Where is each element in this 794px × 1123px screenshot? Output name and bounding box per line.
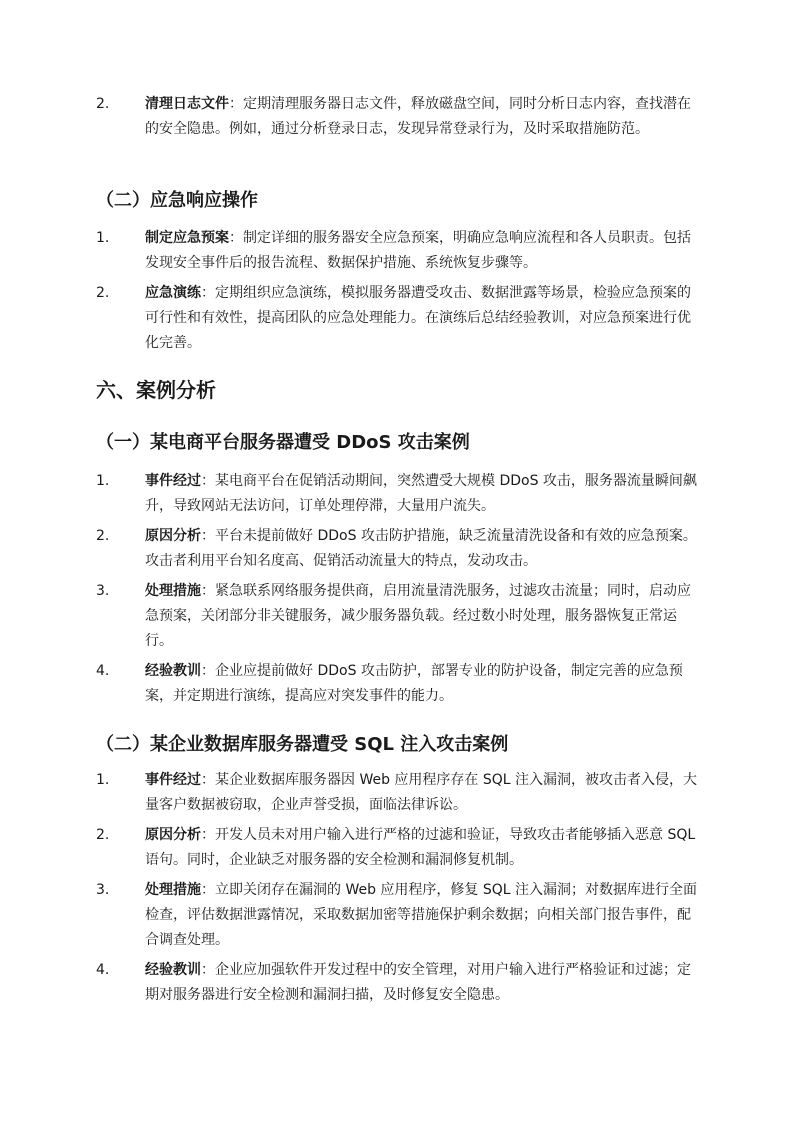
label-separator: ： [201, 528, 215, 544]
label-separator: ： [201, 663, 215, 679]
list-number: 2. [96, 285, 110, 301]
list-item-text [145, 768, 703, 818]
list-item-label: 制定应急预案 [145, 230, 229, 246]
label-separator: ： [229, 230, 243, 246]
list-item-body: 某电商平台在促销活动期间，突然遭受大规模 DDoS 攻击，服务器流量瞬间飙升，导致网站无法访问，订单处理停滞，大量用户流失。 [145, 473, 697, 514]
label-separator: ： [201, 583, 215, 599]
list-item-text [145, 524, 703, 574]
list-item-label: 处理措施 [145, 882, 201, 898]
list-number: 4. [96, 962, 110, 978]
section-heading-sql-injection-case: （二）某企业数据库服务器遭受 SQL 注入攻击案例 [96, 734, 509, 755]
list-item-text [145, 92, 703, 142]
list-item-body: 某企业数据库服务器因 Web 应用程序存在 SQL 注入漏洞，被攻击者入侵，大量客户数据被窃取，企业声誉受损，面临法律诉讼。 [145, 772, 698, 813]
list-item-label: 原因分析 [145, 827, 201, 843]
list-number: 3. [96, 583, 110, 599]
list-item-body: 制定详细的服务器安全应急预案，明确应急响应流程和各人员职责。包括发现安全事件后的报告流程、数据保护措施、系统恢复步骤等。 [145, 230, 691, 271]
list-item-text [145, 469, 703, 519]
list-item-label: 清理日志文件 [145, 96, 229, 112]
list-item-label: 原因分析 [145, 528, 201, 544]
chapter-heading-case-analysis: 六、案例分析 [96, 378, 216, 402]
list-item-body: 平台未提前做好 DDoS 攻击防护措施，缺乏流量清洗设备和有效的应急预案。攻击者利用平台知名度高、促销活动流量大的特点，发动攻击。 [145, 528, 697, 569]
list-number: 1. [96, 230, 110, 246]
list-item-body: 开发人员未对用户输入进行严格的过滤和验证，导致攻击者能够插入恶意 SQL 语句。同时，企业缺乏对服务器的安全检测和漏洞修复机制。 [145, 827, 696, 868]
label-separator: ： [201, 473, 215, 489]
label-separator: ： [201, 882, 215, 898]
list-item-label: 应急演练 [145, 285, 201, 301]
list-item-text [145, 281, 703, 356]
list-item-text [145, 659, 703, 709]
list-number: 1. [96, 772, 110, 788]
list-item-text [145, 226, 703, 276]
label-separator: ： [201, 962, 215, 978]
list-item-body: 企业应加强软件开发过程中的安全管理，对用户输入进行严格验证和过滤；定期对服务器进行安全检测和漏洞扫描，及时修复安全隐患。 [145, 962, 691, 1003]
list-item-body: 立即关闭存在漏洞的 Web 应用程序，修复 SQL 注入漏洞；对数据库进行全面检查，评估数据泄露情况，采取数据加密等措施保护剩余数据；向相关部门报告事件，配合调查处理。 [145, 882, 698, 948]
list-number: 3. [96, 882, 110, 898]
section-heading-ddos-case: （一）某电商平台服务器遭受 DDoS 攻击案例 [96, 432, 470, 453]
section-heading-emergency-response: （二）应急响应操作 [96, 190, 258, 211]
list-item-label: 事件经过 [145, 473, 201, 489]
list-number: 2. [96, 528, 110, 544]
list-item-body: 定期组织应急演练，模拟服务器遭受攻击、数据泄露等场景，检验应急预案的可行性和有效性，提高团队的应急处理能力。在演练后总结经验教训，对应急预案进行优化完善。 [145, 285, 691, 351]
list-item-text [145, 579, 703, 654]
list-item-text [145, 823, 703, 873]
label-separator: ： [201, 285, 215, 301]
list-item-text [145, 958, 703, 1008]
label-separator: ： [201, 827, 215, 843]
list-item-label: 事件经过 [145, 772, 201, 788]
list-item-label: 经验教训 [145, 663, 201, 679]
label-separator: ： [201, 772, 215, 788]
list-item-text [145, 878, 703, 953]
list-item-body: 紧急联系网络服务提供商，启用流量清洗服务，过滤攻击流量；同时，启动应急预案，关闭部分非关键服务，减少服务器负载。经过数小时处理，服务器恢复正常运行。 [145, 583, 691, 649]
label-separator: ： [229, 96, 243, 112]
list-item-label: 经验教训 [145, 962, 201, 978]
list-number: 1. [96, 473, 110, 489]
list-number: 2. [96, 96, 110, 112]
list-item-label: 处理措施 [145, 583, 201, 599]
list-item-body: 企业应提前做好 DDoS 攻击防护，部署专业的防护设备，制定完善的应急预案，并定期进行演练，提高应对突发事件的能力。 [145, 663, 683, 704]
list-number: 4. [96, 663, 110, 679]
list-number: 2. [96, 827, 110, 843]
list-item-body: 定期清理服务器日志文件，释放磁盘空间，同时分析日志内容，查找潜在的安全隐患。例如，通过分析登录日志，发现异常登录行为，及时采取措施防范。 [145, 96, 691, 137]
